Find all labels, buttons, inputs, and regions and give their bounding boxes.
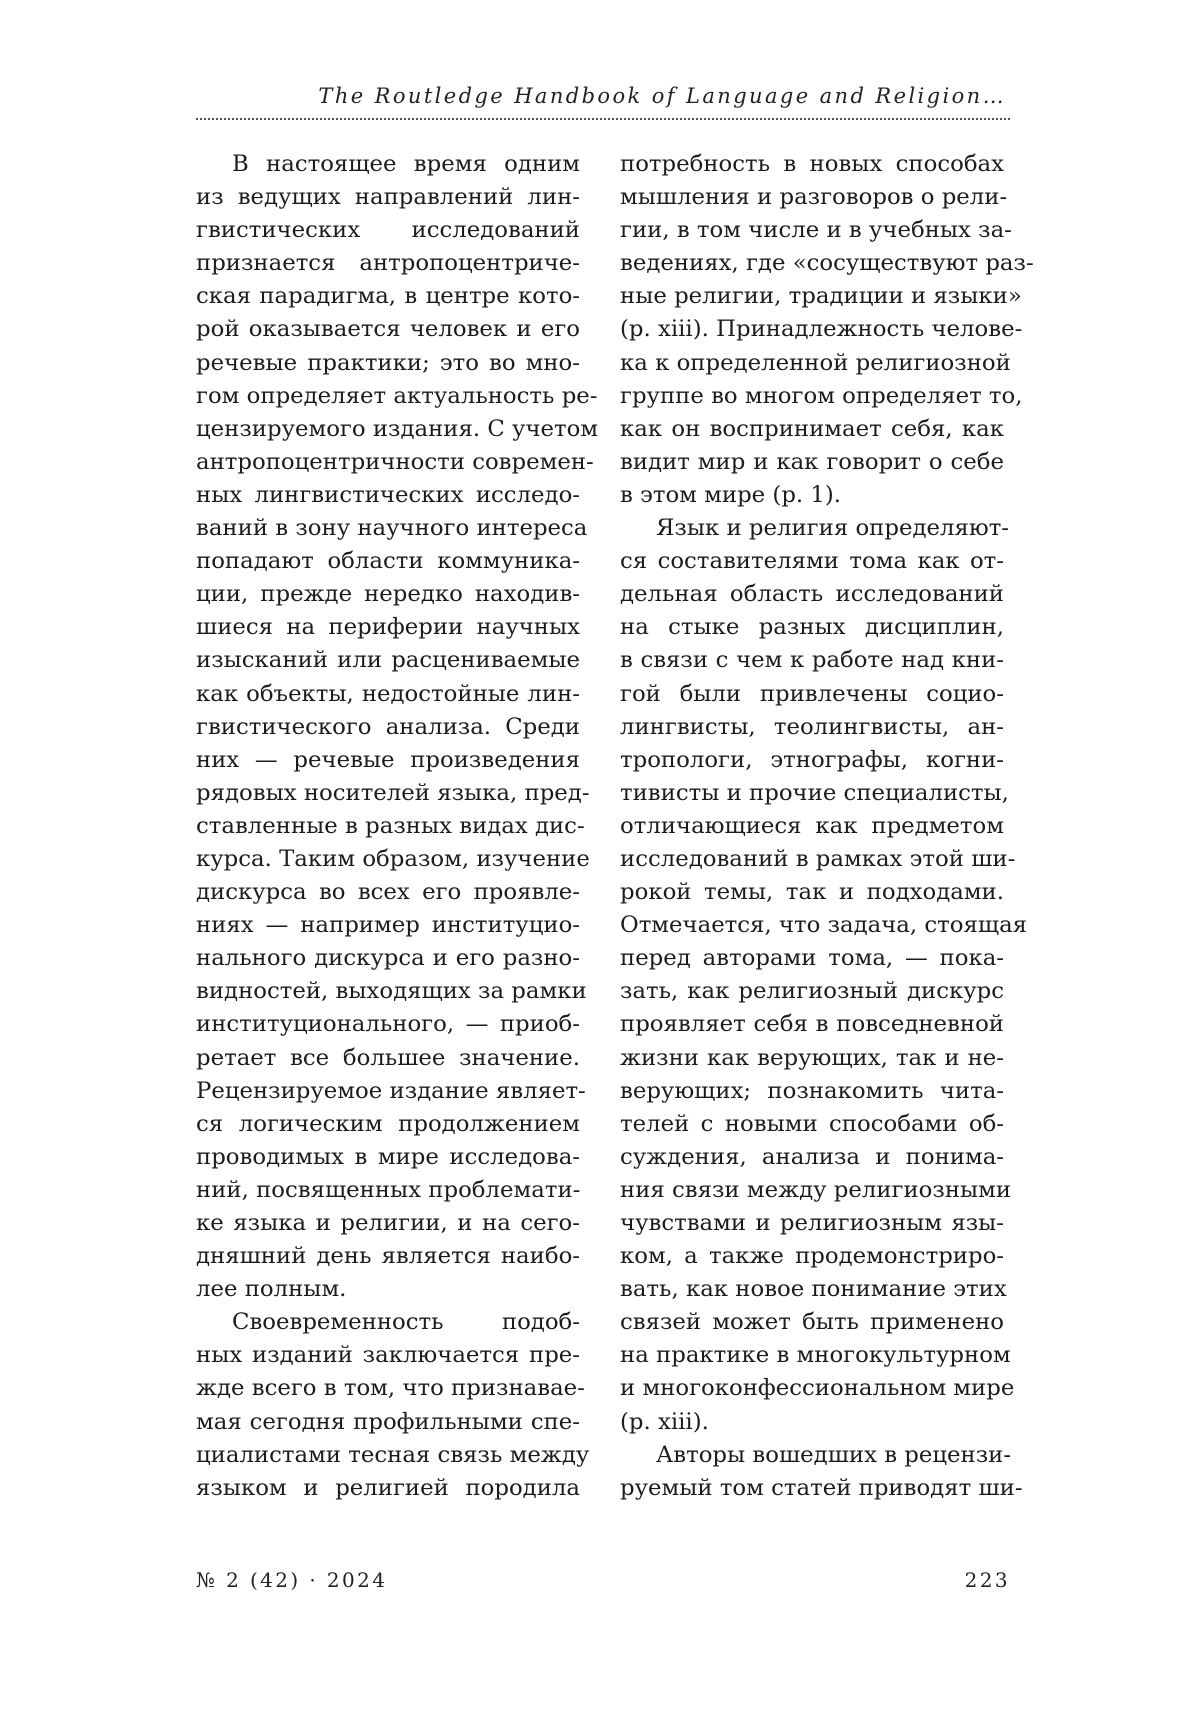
text-line: Авторы вошедших в рецензи- (656, 1441, 1012, 1468)
journal-issue: № 2 (42) · 2024 (196, 1568, 388, 1592)
text-line: проводимых в мире исследова- (196, 1143, 580, 1170)
text-line: и многоконфессиональном мире (620, 1375, 1015, 1402)
paragraph (196, 1306, 590, 1505)
text-line: ний, посвященных проблемати- (196, 1176, 581, 1203)
text-line: ные религии, традиции и языки» (620, 283, 1022, 310)
text-line: ваний в зону научного интереса (196, 515, 588, 542)
text-line: тропологи, этнографы, когни- (620, 746, 1004, 773)
text-line: дняшний день является наибо- (196, 1243, 580, 1270)
page-number: 223 (964, 1568, 1010, 1592)
text-line: мышления и разговоров о рели- (620, 184, 1008, 211)
text-line: изысканий или расцениваемые (196, 647, 580, 674)
right-column (620, 148, 1034, 1505)
text-line: ретает все большее значение. (196, 1044, 580, 1071)
text-line: цензируемого издания. С учетом (196, 415, 599, 442)
text-line: видит мир и как говорит о себе (620, 448, 1004, 475)
text-line: чувствами и религиозным язы- (620, 1210, 1004, 1236)
text-line: потребность в новых способах (620, 151, 1004, 177)
text-line: ставленные в разных видах дис- (196, 812, 585, 839)
text-line: Отмечается, что задача, стоящая (620, 912, 1028, 939)
text-line: Язык и религия определяют- (656, 515, 1010, 542)
text-line: ком, а также продемонстриро- (620, 1243, 1004, 1270)
text-line: признается антропоцентриче- (196, 250, 580, 277)
running-header (196, 80, 1010, 120)
text-line: ке языка и религии, и на сего- (196, 1210, 580, 1236)
text-line: в связи с чем к работе над кни- (620, 647, 1004, 674)
text-line: циалистами тесная связь между (196, 1441, 590, 1468)
text-line: на стыке разных дисциплин, (620, 614, 1004, 641)
text-line: ская парадигма, в центре кото- (196, 283, 580, 310)
text-line: В настоящее время одним (232, 151, 580, 177)
text-line: речевые практики; это во мно- (196, 349, 580, 376)
text-line: дискурса во всех его проявле- (196, 879, 580, 906)
text-line: жде всего в том, что признавае- (196, 1375, 585, 1402)
text-line: гом определяет актуальность ре- (196, 382, 598, 409)
text-line: жизни как верующих, так и не- (620, 1044, 1004, 1071)
text-line: отличающиеся как предметом (620, 812, 1004, 839)
text-line: руемый том статей приводят ши- (620, 1474, 1023, 1501)
text-line: лингвисты, теолингвисты, ан- (620, 713, 1004, 740)
text-line: тивисты и прочие специалисты, (620, 779, 1009, 806)
text-line: курса. Таким образом, изучение (196, 845, 590, 872)
paragraph (620, 148, 1034, 512)
text-line: гой были привлечены социо- (620, 680, 1004, 707)
text-line: рой оказывается человек и его (196, 316, 580, 343)
text-line: них — речевые произведения (196, 746, 580, 773)
text-line: как объекты, недостойные лин- (196, 680, 580, 707)
text-line: группе во многом определяет то, (620, 382, 1023, 409)
text-line: верующих; познакомить чита- (620, 1077, 1004, 1104)
text-line: ниях — например институцио- (196, 912, 580, 939)
text-line: попадают области коммуника- (196, 548, 580, 575)
text-line: рокой темы, так и подходами. (620, 879, 1004, 906)
text-line: ных лингвистических исследо- (196, 481, 580, 508)
text-line: гвистического анализа. Среди (196, 713, 580, 740)
text-line: ции, прежде нередко находив- (196, 581, 580, 608)
text-line: ных изданий заключается пре- (196, 1342, 580, 1369)
text-line: нального дискурса и его разно- (196, 945, 580, 972)
text-line: (p. xiii). Принадлежность челове- (620, 316, 1023, 343)
text-line: Своевременность подоб- (232, 1309, 580, 1336)
text-line: перед авторами тома, — пока- (620, 945, 1004, 972)
text-line: дельная область исследований (620, 581, 1004, 608)
text-line: гии, в том числе и в учебных за- (620, 217, 1012, 244)
text-line: гвистических исследований (196, 217, 580, 244)
text-line: видностей, выходящих за рамки (196, 978, 587, 1005)
text-line: ся логическим продолжением (196, 1110, 580, 1137)
text-line: ся составителями тома как от- (620, 548, 1004, 575)
paragraph (620, 512, 1028, 1439)
paragraph (196, 148, 599, 1306)
text-line: вать, как новое понимание этих (620, 1276, 1007, 1303)
text-line: на практике в многокультурном (620, 1342, 1011, 1369)
text-line: Рецензируемое издание являет- (196, 1077, 586, 1104)
text-line: из ведущих направлений лин- (196, 184, 580, 211)
text-line: связей может быть применено (620, 1309, 1004, 1336)
text-line: телей с новыми способами об- (620, 1110, 1004, 1137)
text-line: ния связи между религиозными (620, 1176, 1012, 1203)
text-line: языком и религией породила (196, 1474, 580, 1501)
text-line: проявляет себя в повседневной (620, 1011, 1004, 1038)
paragraph (620, 1439, 1023, 1505)
text-line: шиеся на периферии научных (196, 614, 580, 641)
text-line: исследований в рамках этой ши- (620, 845, 1016, 872)
text-line: зать, как религиозный дискурс (620, 978, 1004, 1005)
text-line: лее полным. (196, 1276, 347, 1303)
text-line: (p. xiii). (620, 1408, 709, 1435)
text-line: суждения, анализа и понима- (620, 1143, 1004, 1170)
text-line: антропоцентричности современ- (196, 448, 594, 475)
text-line: ведениях, где «сосуществуют раз- (620, 250, 1034, 277)
left-column (196, 148, 599, 1505)
text-line: мая сегодня профильными спе- (196, 1408, 580, 1435)
text-line: ка к определенной религиозной (620, 349, 1011, 376)
text-line: институционального, — приоб- (196, 1011, 580, 1038)
running-title: The Routledge Handbook of Language and Religion… (318, 84, 1006, 108)
text-line: как он воспринимает себя, как (620, 415, 1004, 442)
text-line: в этом мире (p. 1). (620, 481, 842, 508)
text-line: рядовых носителей языка, пред- (196, 779, 590, 806)
